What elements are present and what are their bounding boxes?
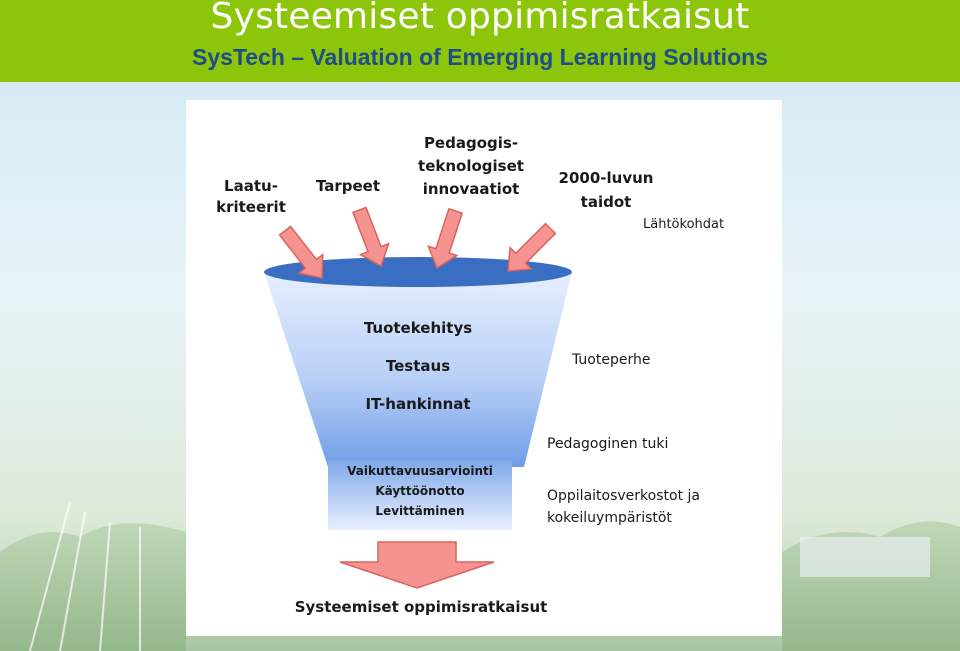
side-label-oppilaitosverkostot: Oppilaitosverkostot ja kokeiluympäristöt [547, 488, 700, 526]
side-label-tuoteperhe: Tuoteperhe [572, 352, 651, 368]
input-label-tarpeet: Tarpeet [315, 177, 381, 195]
diagram-panel [186, 100, 782, 636]
input-label-pedagogis-teknologiset: Pedagogis- teknologiset innovaatiot [418, 134, 524, 198]
funnel-step-it-hankinnat: IT-hankinnat [365, 395, 471, 413]
page-title: Systeemiset oppimisratkaisut [210, 0, 750, 37]
input-label-2000-luvun-taidot: 2000-luvun taidot [558, 169, 654, 211]
base-step-vaikuttavuusarviointi: Vaikuttavuusarviointi [347, 464, 493, 478]
base-step-kayttoonotto: Käyttöönotto [375, 484, 465, 498]
side-label-lahtokohdat: Lähtökohdat [643, 217, 725, 232]
input-label-laatukriteerit: Laatu- kriteerit [216, 177, 286, 216]
funnel-step-tuotekehitys: Tuotekehitys [363, 319, 473, 337]
output-arrow [340, 542, 494, 588]
side-label-pedagoginen-tuki: Pedagoginen tuki [547, 436, 669, 452]
output-label: Systeemiset oppimisratkaisut [294, 598, 548, 616]
page-subtitle: SysTech – Valuation of Emerging Learning Solutions [192, 44, 768, 70]
funnel-step-testaus: Testaus [385, 357, 451, 375]
base-steps [328, 461, 512, 521]
base-step-levittaminen: Levittäminen [375, 504, 465, 518]
header-bar [0, 0, 960, 82]
